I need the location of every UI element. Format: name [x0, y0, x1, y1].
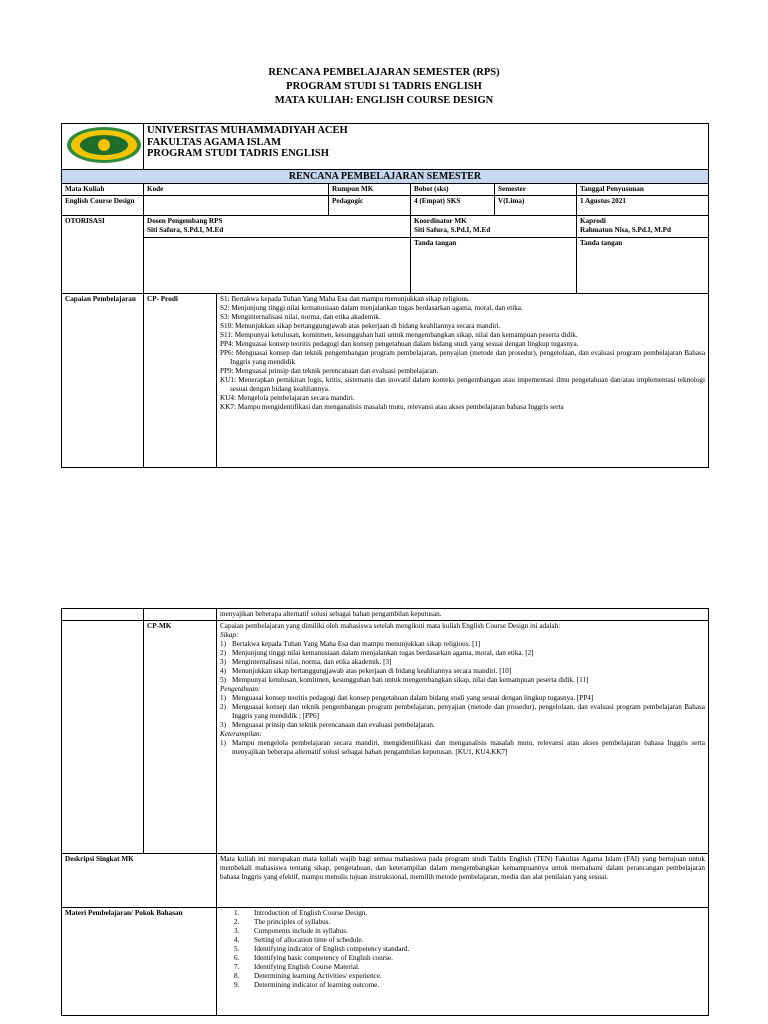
logo-cell — [62, 124, 144, 170]
cp-prodi-item: KU4: Mengelola pembelajaran secara mandiri. — [220, 394, 355, 402]
deskripsi-label: Deskripsi Singkat MK — [62, 854, 217, 908]
rps-table-page-1 — [61, 123, 709, 468]
sikap-item: 4) Menunjukkan sikap bertanggungjawab atas pekerjaan di bidang keahliannya secara mandiri. [10] — [220, 667, 512, 675]
cp-prodi-item: PP9: Menguasai prinsip dan teknik perencanaan dan evaluasi pembelajaran. — [220, 367, 439, 375]
materi-item: 2. The principles of syllabus. — [234, 918, 331, 926]
cont-empty-1 — [62, 609, 144, 621]
cp-mk-empty — [62, 621, 144, 854]
koordinator-label: Koordinator MK — [414, 217, 467, 225]
kaprodi-name: Rahmatun Nisa, S.Pd.I, M.Pd — [580, 226, 672, 234]
koordinator-name: Siti Safura, S.Pd.I, M.Ed — [414, 226, 491, 234]
cp-prodi-item: S11: Mempunyai ketulusan, komitmen, kesungguhan hati untuk mengembangkan sikap, nilai dan kemampuan peserta didik. — [220, 331, 578, 339]
col-bobot: Bobot (sks) — [411, 184, 495, 196]
val-bobot: 4 (Empat) SKS — [411, 196, 495, 216]
sikap-item: 3) Menginternalisasi nilai, norma, dan etika akademik. [3] — [220, 658, 392, 666]
materi-item: 3. Components include in syllabus. — [234, 927, 348, 935]
otorisasi-label: OTORISASI — [62, 216, 144, 294]
kaprodi-signature: Tanda tangan — [577, 238, 709, 294]
col-mata-kuliah: Mata Kuliah — [62, 184, 144, 196]
val-tanggal: 1 Agustus 2021 — [577, 196, 709, 216]
pengetahuan-label: Pengetahuan: — [220, 685, 261, 693]
pengetahuan-item: 3) Menguasai prinsip dan teknik perencanaan dan evaluasi pembelajaran. — [220, 721, 435, 729]
dosen-name: Siti Safura, S.Pd.I, M.Ed — [147, 226, 224, 234]
cont-empty-2 — [144, 609, 217, 621]
cp-prodi-item: S1: Bertakwa kepada Tuhan Yang Maha Esa dan mampu menunjukkan sikap religious. — [220, 295, 470, 303]
materi-item: 7. Identifying English Course Material. — [234, 963, 360, 971]
cp-prodi-cell — [217, 294, 709, 468]
dosen-label: Dosen Pengembang RPS — [147, 217, 223, 225]
val-kode — [144, 196, 329, 216]
cp-prodi-item: KK7: Mampu mengidentifikasi dan menganalisis masalah mutu, relevansi atau akses pembelajaran bahasa Inggris serta — [220, 403, 564, 411]
pengetahuan-item: 2) Menguasai konsep dan teknik pengembangan program pembelajaran, penyajian (metode dan prosedur), pengelolaan, dan evaluasi program pembelajaran Bahasa Inggris yang mendidik ; [PP6] — [220, 703, 705, 720]
kaprodi-cell — [577, 216, 709, 238]
val-rumpun: Pedagogic — [329, 196, 411, 216]
materi-item: 1. Introduction of English Course Design. — [234, 909, 368, 917]
materi-item: 5. Identifying indicator of English competency standard. — [234, 945, 410, 953]
materi-list — [220, 909, 705, 990]
cp-prodi-continuation: menyajikan beberapa alternatif solusi sebagai bahan pengambilan keputusan. — [217, 609, 709, 621]
cp-prodi-item: KU1: Menerapkan pemikiran logis, kritis, sistematis dan inovatif dalam konteks pengembangan atau impementasi ilmu pengetahuan dan/atau implementasi teknologi sesuai dengan bidang keahliannya. — [220, 376, 706, 393]
page-2 — [0, 608, 768, 1024]
capaian-label: Capaian Pembelajaran — [62, 294, 144, 468]
col-tanggal: Tanggal Penyusunan — [577, 184, 709, 196]
materi-item: 8. Determining learning Activities/ experience. — [234, 972, 382, 980]
materi-cell — [217, 908, 709, 1016]
pengetahuan-list — [220, 694, 705, 730]
sikap-item: 5) Mempunyai ketulusan, komitmen, kesungguhan hati untuk mengembangkan sikap, nilai dan kemampuan peserta didik. [11] — [220, 676, 589, 684]
cp-prodi-item: PP4: Menguasai konsep teoritis pedagogi dan konsep pengetahuan dalam bidang studi yang sesuai dengan lingkup tugasnya. — [220, 340, 579, 348]
cp-mk-label: CP-MK — [144, 621, 217, 854]
university-logo-icon — [65, 125, 143, 165]
materi-label: Materi Pembelajaran/ Pokok Bahasan — [62, 908, 217, 1016]
faculty-name: FAKULTAS AGAMA ISLAM — [147, 136, 281, 148]
cp-prodi-item: PP6: Menguasai konsep dan teknik pengembangan program pembelajaran, penyajian (metode dan prosedur), pengelolaan, dan evaluasi program pembelajaran Bahasa Inggris yang mendidik — [220, 349, 706, 366]
materi-item: 9. Determining indicator of learning outcome. — [234, 981, 380, 989]
koordinator-signature: Tanda tangan — [411, 238, 577, 294]
university-name: UNIVERSITAS MUHAMMADIYAH ACEH — [147, 125, 348, 136]
program-name: PROGRAM STUDI TADRIS ENGLISH — [147, 148, 329, 159]
val-mata-kuliah: English Course Design — [62, 196, 144, 216]
materi-item: 4. Setting of allocation time of schedule. — [234, 936, 364, 944]
sikap-label: Sikap: — [220, 631, 239, 639]
val-semester: V(Lima) — [495, 196, 577, 216]
sikap-list — [220, 640, 705, 685]
dosen-signature — [144, 238, 411, 294]
pengetahuan-item: 1) Menguasai konsep teoritis pedagogi dan konsep pengetahuan dalam bidang studi yang sesuai dengan lingkup tugasnya. [PP4] — [220, 694, 594, 702]
col-rumpun: Rumpun MK — [329, 184, 411, 196]
cp-prodi-item: S2: Menjunjung tinggi nilai kemanusiaan dalam menjalankan tugas berdasarkan agama, moral, dan etika. — [220, 304, 523, 312]
cp-prodi-list — [220, 295, 705, 412]
page-1 — [0, 0, 768, 495]
keterampilan-item: 1) Mampu mengelola pembelajaran secara mandiri, mengidentifikasi dan menganalisis masalah mutu, relevansi atau akses pembelajaran bahasa Inggris serta menyajikan beberapa alternatif solusi sebagai bahan pengambilan keputusan. [KU1, KU4,KK7] — [220, 739, 705, 756]
dosen-cell — [144, 216, 411, 238]
deskripsi-text: Mata kuliah ini merupakan mata kuliah wajib bagi semua mahasiswa pada program studi Tadris English (TEN) Fakultas Agama Islam (FAI) yang bertujuan untuk membekali mahasiswa tentang sikap, pengetahuan, dan keterampilan dalam mengembangkan kemampuannya untuk memahami dalam perancangan pembelajaran bahasa Inggris yang efektif, mampu menulis tujuan instruksional, memilih metode pembelajaran, media dan alat penilaian yang sesuai. — [217, 854, 709, 908]
sikap-item: 1) Bertakwa kepada Tuhan Yang Maha Esa dan mampu menunjukkan sikap religious. [1] — [220, 640, 481, 648]
cp-prodi-label: CP- Prodi — [144, 294, 217, 468]
koordinator-cell — [411, 216, 577, 238]
doc-title-line-1: RENCANA PEMBELAJARAN SEMESTER (RPS) — [268, 67, 500, 78]
institution-header — [144, 124, 709, 170]
materi-item: 6. Identifying basic competency of English course. — [234, 954, 393, 962]
rps-band: RENCANA PEMBELAJARAN SEMESTER — [62, 170, 709, 184]
doc-title-line-2: PROGRAM STUDI S1 TADRIS ENGLISH — [286, 81, 482, 92]
sikap-item: 2) Menjunjung tinggi nilai kemanusiaan dalam menjalankan tugas berdasarkan agama, moral, dan etika. [2] — [220, 649, 534, 657]
keterampilan-label: Keterampilan: — [220, 730, 262, 738]
cp-prodi-item: S3: Menginternalisasi nilai, norma, dan etika akademik. — [220, 313, 381, 321]
rps-table-page-2 — [61, 608, 709, 1016]
cp-mk-intro: Capaian pembelajaran yang dimiliki oleh mahasiswa setelah mengikuti mata kuliah English Course Design ini adalah: — [220, 622, 561, 630]
doc-title-line-3: MATA KULIAH: ENGLISH COURSE DESIGN — [274, 95, 494, 106]
cp-mk-cell — [217, 621, 709, 854]
col-kode: Kode — [144, 184, 329, 196]
kaprodi-label: Kaprodi — [580, 217, 606, 225]
col-semester: Semester — [495, 184, 577, 196]
cp-prodi-item: S10: Menunjukkan sikap bertanggungjawab atas pekerjaan di bidang keahliannya secara mandiri. — [220, 322, 501, 330]
keterampilan-list — [220, 739, 705, 757]
